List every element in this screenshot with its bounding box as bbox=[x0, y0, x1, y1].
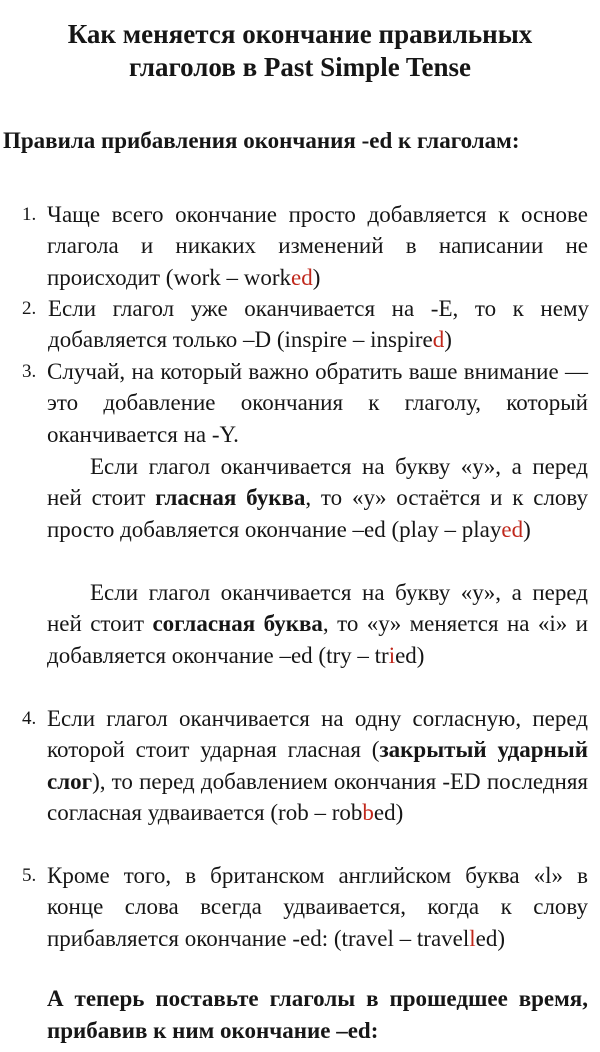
rule-5-number: 5. bbox=[22, 865, 37, 886]
final-instruction: А теперь поставьте глаголы в прошедшее время, прибавив к ним окончание –ed: bbox=[47, 986, 588, 1043]
rule-4-part1: Если глагол оканчивается на одну согласную, перед которой стоит ударная гласная ( bbox=[47, 706, 588, 763]
subcase-consonant-part1: Если глагол оканчивается на букву «y», а перед ней стоит bbox=[47, 580, 588, 637]
rule-2-text bbox=[48, 293, 589, 356]
rule-4-number: 4. bbox=[22, 708, 37, 729]
rule-3-lead: Случай, на который важно обратить ваше внимание — это добавление окончания к глаголу, который оканчивается на -Y. bbox=[47, 359, 588, 447]
title-line-1: Как меняется окончание правильных bbox=[67, 19, 533, 49]
rule-2-tail: ) bbox=[444, 327, 452, 353]
rule-4-text bbox=[47, 703, 588, 829]
rule-4-bold: закрытый ударный слог bbox=[47, 737, 588, 794]
rule-1-text bbox=[47, 199, 588, 293]
subcase-consonant-tail: ed) bbox=[395, 642, 425, 668]
page-title bbox=[0, 18, 600, 84]
rules-heading: Правила прибавления окончания -ed к глаголам: bbox=[3, 128, 520, 153]
subcase-vowel-part2: , то «y» остаётся и к слову просто добавляется окончание –ed (play – play bbox=[47, 485, 588, 542]
subcase-consonant-bold: согласная буква bbox=[152, 611, 323, 637]
rule-3-subcase-consonant bbox=[47, 577, 588, 671]
rule-4-suffix: b bbox=[362, 800, 374, 826]
rule-3-number: 3. bbox=[22, 361, 37, 382]
rule-4-tail: ed) bbox=[373, 800, 404, 826]
rule-5-tail: ed) bbox=[475, 925, 506, 951]
rule-1-number: 1. bbox=[22, 204, 37, 225]
rule-2-number: 2. bbox=[22, 298, 37, 319]
subcase-consonant-suffix: i bbox=[388, 642, 396, 668]
rule-2-suffix: d bbox=[432, 327, 445, 353]
rule-1-suffix: ed bbox=[291, 264, 313, 290]
title-line-2: глаголов в Past Simple Tense bbox=[129, 52, 471, 82]
rule-5-suffix: l bbox=[469, 925, 476, 951]
rule-4-part2: ), то перед добавлением окончания -ED последняя согласная удваивается (rob – rob bbox=[47, 768, 588, 826]
subcase-consonant-part2: , то «y» меняется на «i» и добавляется окончание –ed (try – tr bbox=[47, 611, 588, 668]
subcase-vowel-bold: гласная буква bbox=[155, 485, 306, 511]
subcase-vowel-part1: Если глагол оканчивается на букву «y», а перед ней стоит bbox=[47, 454, 588, 511]
rule-1-lead: Чаще всего окончание просто добавляется к основе глагола и никаких изменений в написании не происходит (work – work bbox=[47, 202, 588, 290]
rule-5-lead: Кроме того, в британском английском буква «l» в конце слова всегда удваивается, когда к слову прибавляется окончание -ed: (travel – travel bbox=[47, 863, 588, 951]
rule-2-lead: Если глагол уже оканчивается на -E, то к нему добавляется только –D (inspire – inspire bbox=[48, 296, 589, 353]
rule-3-text bbox=[47, 356, 588, 450]
subcase-vowel-suffix: ed bbox=[501, 516, 524, 542]
rule-5-text bbox=[47, 860, 588, 954]
rule-3-subcase-vowel bbox=[47, 451, 588, 545]
subcase-vowel-tail: ) bbox=[523, 516, 531, 542]
rule-1-tail: ) bbox=[312, 264, 321, 290]
